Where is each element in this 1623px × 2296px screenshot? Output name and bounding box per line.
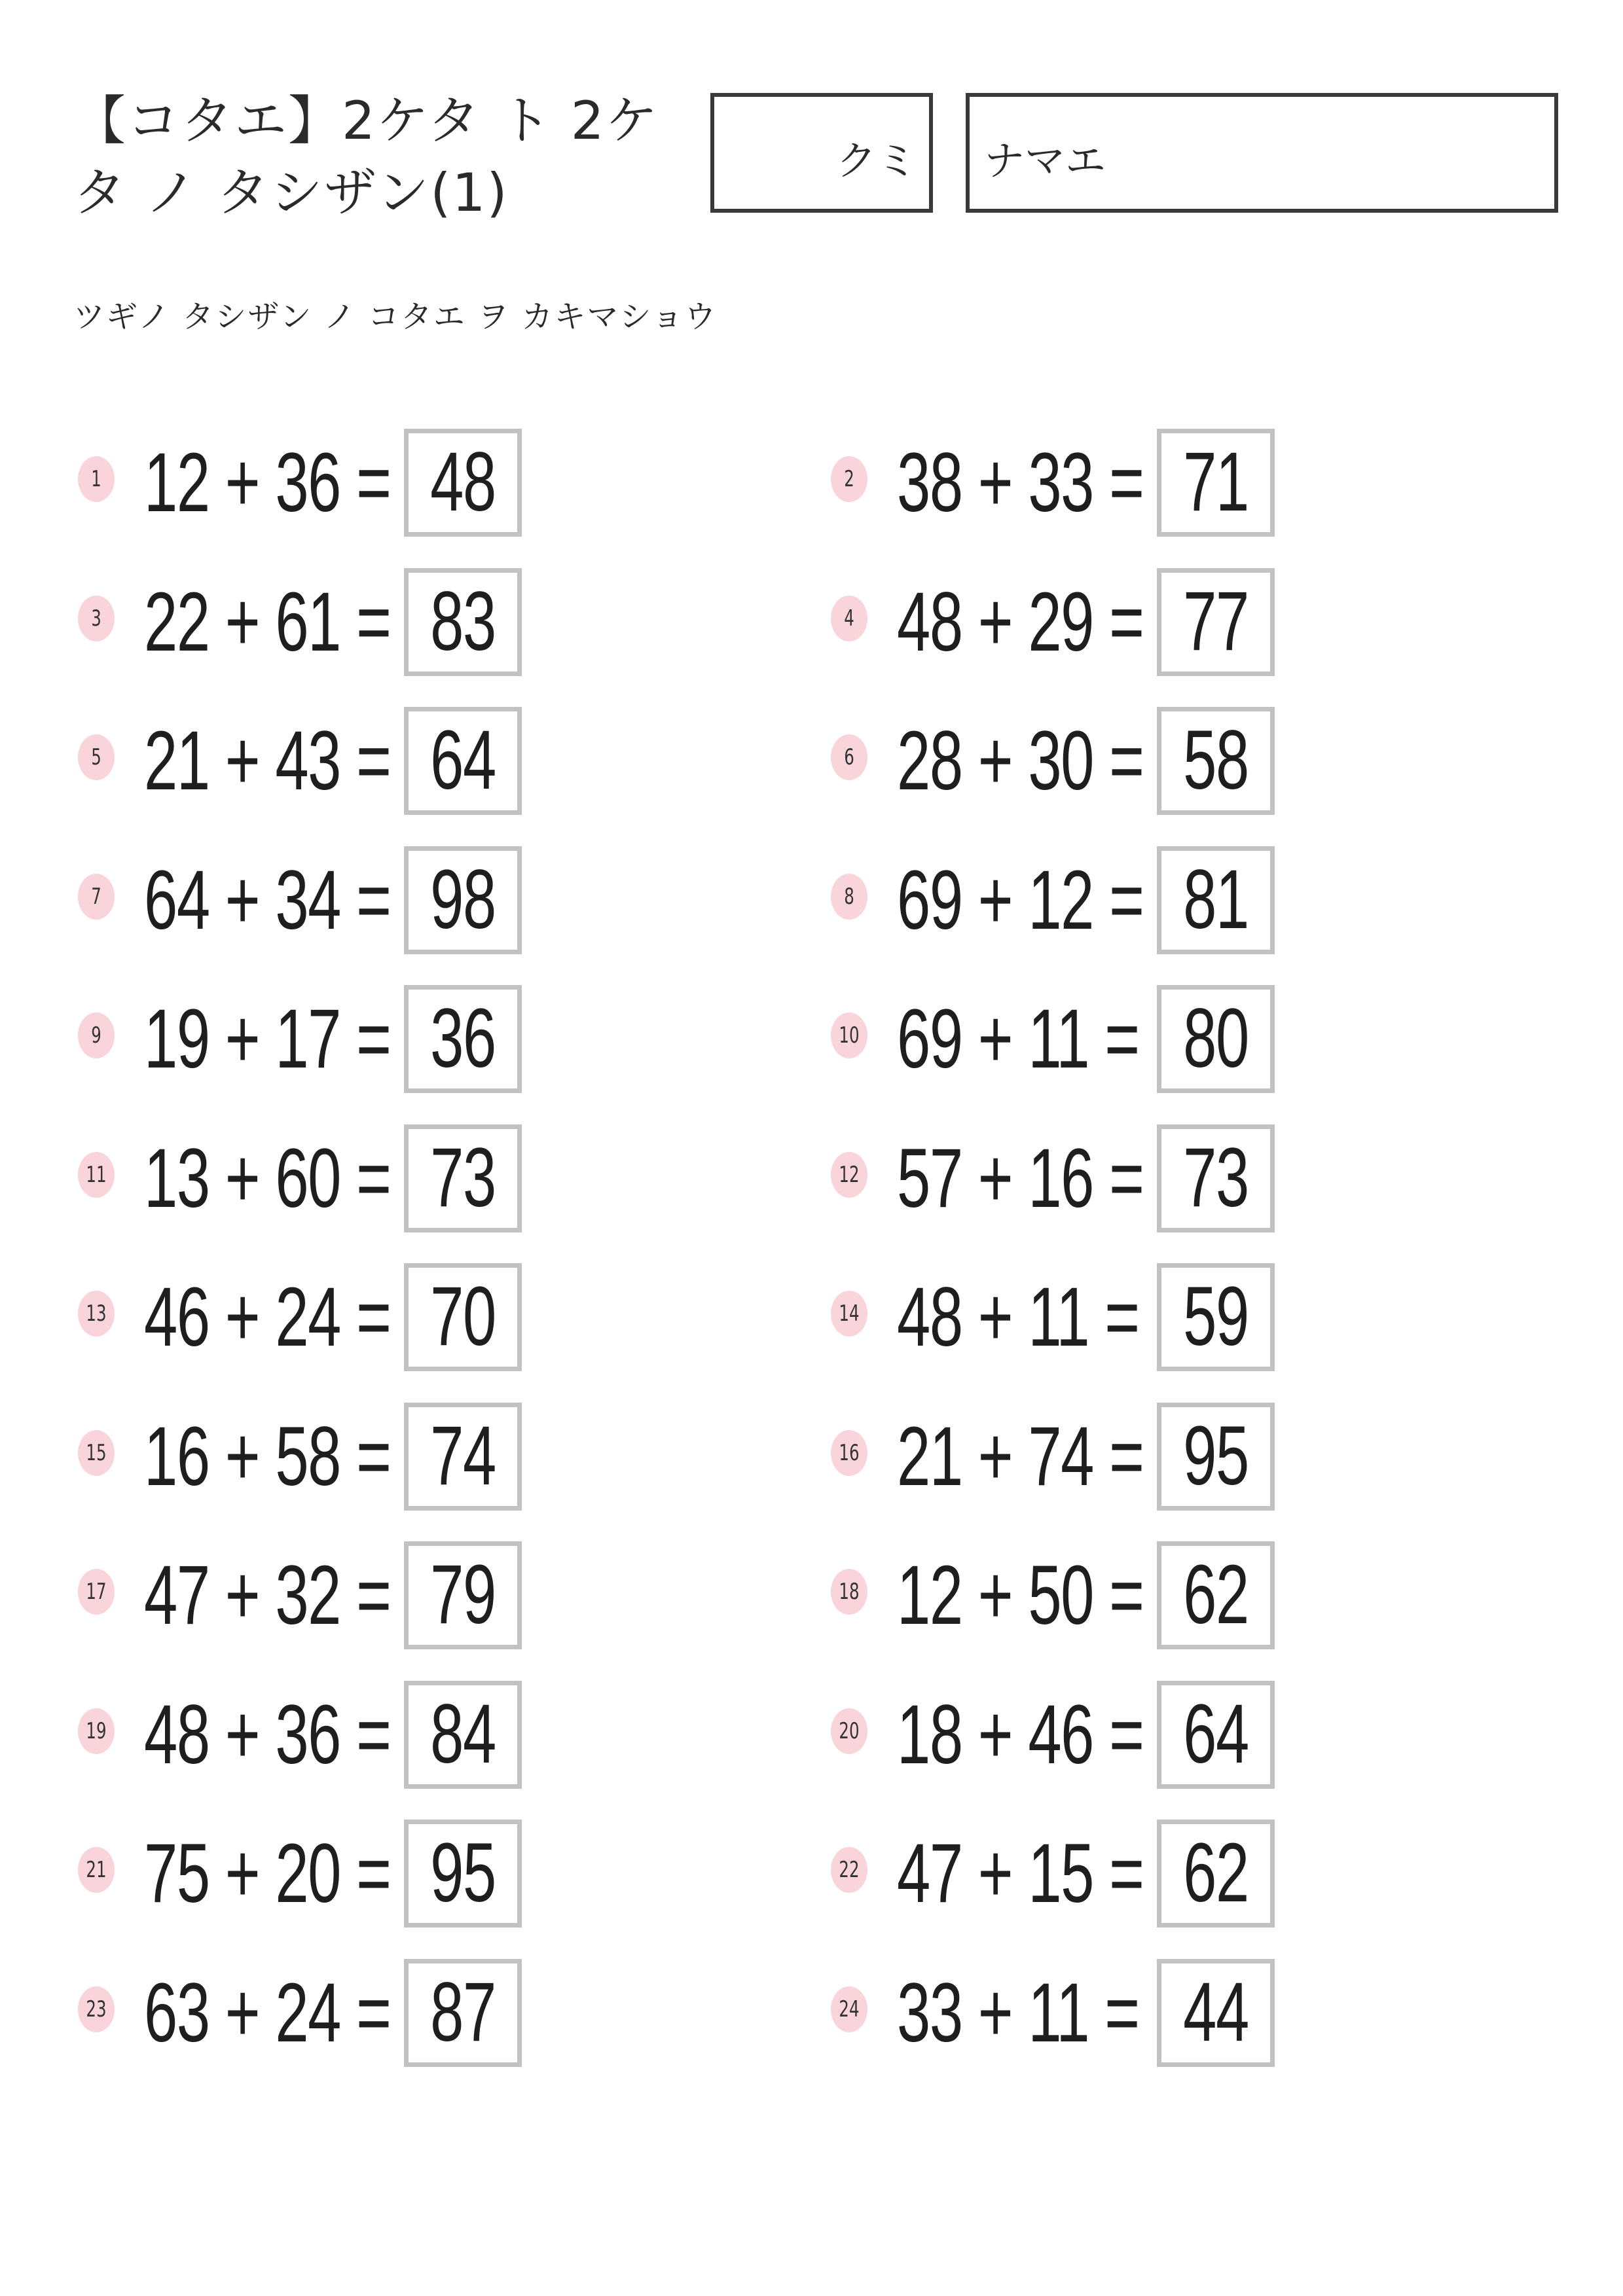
problem-expression: 13 + 60 = — [144, 1131, 391, 1225]
answer-value: 81 — [1183, 852, 1249, 946]
problem-item — [73, 985, 532, 1093]
answer-value: 58 — [1183, 713, 1249, 807]
answer-value: 95 — [1183, 1408, 1249, 1503]
answer-box[interactable] — [404, 429, 522, 537]
answer-box[interactable] — [1157, 1541, 1275, 1649]
answer-value: 95 — [430, 1826, 496, 1920]
answer-box[interactable] — [1157, 985, 1275, 1093]
problem-number-badge: 4 — [831, 596, 867, 641]
answer-value: 87 — [430, 1965, 496, 2059]
problem-item — [826, 1403, 1285, 1511]
problem-number-badge: 2 — [831, 456, 867, 502]
name-label: ナマエ — [984, 137, 1106, 185]
problem-number-badge: 9 — [78, 1013, 115, 1058]
answer-value: 84 — [430, 1687, 496, 1781]
problem-item — [73, 568, 532, 676]
problem-item — [826, 1124, 1285, 1232]
problem-item — [826, 568, 1285, 676]
answer-value: 77 — [1183, 574, 1249, 668]
problem-expression: 69 + 12 = — [897, 853, 1144, 947]
problem-number-badge: 14 — [831, 1291, 867, 1336]
problem-number-badge: 12 — [831, 1152, 867, 1198]
problem-expression: 28 + 30 = — [897, 714, 1144, 808]
problem-expression: 48 + 36 = — [144, 1687, 391, 1782]
answer-value: 59 — [1183, 1270, 1249, 1363]
answer-value: 73 — [430, 1130, 496, 1225]
answer-value: 98 — [430, 852, 496, 946]
problem-number-badge: 16 — [831, 1430, 867, 1476]
problem-item — [73, 846, 532, 954]
answer-box[interactable] — [1157, 1403, 1275, 1511]
problem-item — [73, 429, 532, 537]
class-field[interactable] — [710, 93, 933, 213]
answer-value: 44 — [1183, 1965, 1249, 2059]
answer-value: 48 — [430, 435, 496, 529]
problem-item — [826, 429, 1285, 537]
problem-item — [73, 1681, 532, 1789]
answer-box[interactable] — [404, 1959, 522, 2067]
problem-item — [826, 1681, 1285, 1789]
problem-number-badge: 13 — [78, 1291, 115, 1336]
answer-value: 62 — [1183, 1826, 1249, 1920]
problem-expression: 48 + 29 = — [897, 575, 1144, 669]
problem-item — [73, 1263, 532, 1371]
problem-number-badge: 1 — [78, 456, 115, 502]
problem-item — [826, 1541, 1285, 1649]
problem-expression: 18 + 46 = — [897, 1687, 1144, 1782]
answer-box[interactable] — [1157, 1681, 1275, 1789]
problem-item — [826, 1959, 1285, 2067]
problem-number-badge: 11 — [78, 1152, 115, 1198]
problem-expression: 46 + 24 = — [144, 1270, 391, 1364]
problem-expression: 64 + 34 = — [144, 853, 391, 947]
answer-value: 64 — [1183, 1687, 1249, 1781]
problem-expression: 38 + 33 = — [897, 436, 1144, 529]
answer-box[interactable] — [404, 707, 522, 815]
answer-box[interactable] — [404, 1263, 522, 1371]
problem-number-badge: 15 — [78, 1430, 115, 1476]
problem-expression: 21 + 74 = — [897, 1409, 1144, 1503]
answer-box[interactable] — [1157, 1263, 1275, 1371]
answer-box[interactable] — [1157, 568, 1275, 676]
answer-value: 79 — [430, 1548, 496, 1641]
answer-box[interactable] — [1157, 846, 1275, 954]
problem-number-badge: 10 — [831, 1013, 867, 1058]
answer-box[interactable] — [404, 568, 522, 676]
problem-item — [826, 1820, 1285, 1928]
problem-number-badge: 7 — [78, 874, 115, 920]
problem-item — [73, 1541, 532, 1649]
answer-value: 64 — [430, 713, 496, 807]
answer-box[interactable] — [1157, 1959, 1275, 2067]
problem-item — [73, 1959, 532, 2067]
answer-value: 83 — [430, 574, 496, 668]
problem-item — [826, 1263, 1285, 1371]
problem-item — [826, 846, 1285, 954]
answer-value: 62 — [1183, 1548, 1249, 1641]
problem-item — [73, 1820, 532, 1928]
problem-number-badge: 8 — [831, 874, 867, 920]
answer-box[interactable] — [1157, 1124, 1275, 1232]
name-field[interactable] — [966, 93, 1558, 213]
problem-expression: 47 + 32 = — [144, 1549, 391, 1642]
answer-box[interactable] — [404, 846, 522, 954]
answer-value: 73 — [1183, 1130, 1249, 1225]
problem-expression: 12 + 50 = — [897, 1549, 1144, 1642]
problem-number-badge: 22 — [831, 1847, 867, 1893]
problem-expression: 19 + 17 = — [144, 992, 391, 1086]
problem-expression: 75 + 20 = — [144, 1827, 391, 1920]
problem-number-badge: 17 — [78, 1569, 115, 1615]
answer-box[interactable] — [404, 1403, 522, 1511]
problem-expression: 22 + 61 = — [144, 575, 391, 669]
problem-expression: 48 + 11 = — [897, 1270, 1139, 1364]
answer-box[interactable] — [1157, 1820, 1275, 1928]
answer-box[interactable] — [1157, 429, 1275, 537]
instruction-text: ツギノ タシザン ノ コタエ ヲ カキマショウ — [73, 298, 718, 335]
problem-item — [73, 1403, 532, 1511]
problem-number-badge: 20 — [831, 1708, 867, 1754]
problem-item — [826, 985, 1285, 1093]
problem-number-badge: 3 — [78, 596, 115, 641]
problem-item — [826, 707, 1285, 815]
answer-box[interactable] — [404, 1820, 522, 1928]
problem-number-badge: 5 — [78, 734, 115, 780]
problem-expression: 33 + 11 = — [897, 1965, 1139, 2060]
problem-expression: 57 + 16 = — [897, 1131, 1144, 1225]
problem-number-badge: 18 — [831, 1569, 867, 1615]
answer-box[interactable] — [1157, 707, 1275, 815]
answer-value: 36 — [430, 992, 496, 1085]
answer-box[interactable] — [404, 1681, 522, 1789]
problem-item — [73, 707, 532, 815]
worksheet-title: 【コタエ】2ケタ ト 2ケタ ノ タシザン(1) — [73, 90, 659, 223]
answer-box[interactable] — [404, 1541, 522, 1649]
class-label: クミ — [835, 137, 917, 185]
problem-item — [73, 1124, 532, 1232]
problem-expression: 12 + 36 = — [144, 436, 391, 529]
problem-number-badge: 6 — [831, 734, 867, 780]
answer-value: 80 — [1183, 992, 1249, 1085]
problem-expression: 69 + 11 = — [897, 992, 1139, 1086]
answer-value: 74 — [430, 1408, 496, 1503]
problem-number-badge: 21 — [78, 1847, 115, 1893]
problem-expression: 47 + 15 = — [897, 1827, 1144, 1920]
answer-box[interactable] — [404, 1124, 522, 1232]
problem-number-badge: 24 — [831, 1986, 867, 2032]
problem-expression: 63 + 24 = — [144, 1965, 391, 2060]
answer-value: 71 — [1183, 435, 1249, 529]
problem-expression: 16 + 58 = — [144, 1409, 391, 1503]
answer-box[interactable] — [404, 985, 522, 1093]
problem-number-badge: 23 — [78, 1986, 115, 2032]
problem-expression: 21 + 43 = — [144, 714, 391, 808]
answer-value: 70 — [430, 1270, 496, 1363]
problem-number-badge: 19 — [78, 1708, 115, 1754]
